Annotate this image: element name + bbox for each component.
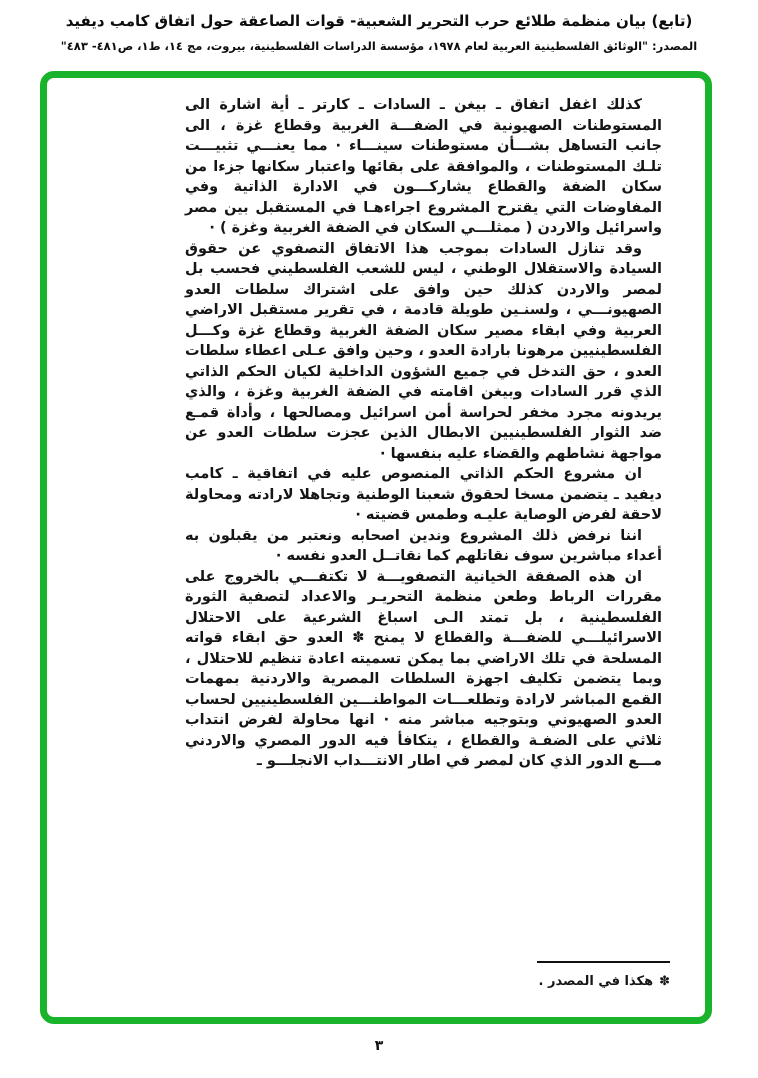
paragraph: كذلك اغفل اتفاق ـ بيغن ـ السادات ـ كارتر ـ أية اشارة الى المستوطنات الصهيونية في الضفـــة الغربية وقطاع غزة ، الى جانب التساهل بشـــأن مستوطنات سينـــاء · مما يعنـــي تثبيـــت تلـك المستوطنات ، والموافقة على بقائها واعتبار سكانها جزءا من سكان الضفة والقطاع يشاركـــون في الادارة الذاتية وفي المفاوضات التي يقترح المشروع اجراءهـا في المستقبل بين مصر واسرائيل والاردن ( ممثلـــي السكان في الضفة الغربية وغزة ) · — [185, 97, 662, 236]
footnote-asterisk-marker: ✽ — [659, 974, 670, 989]
footnote-text: هكذا في المصدر . — [538, 974, 654, 989]
page-number: ٣ — [374, 1038, 384, 1054]
paragraph: وقد تنازل السادات بموجب هذا الاتفاق التصفوي عن حقوق السيادة والاستقلال الوطني ، ليس للشعب الفلسطيني فحسب بل لمصر والاردن كذلك حين وافق على اشتراك سلطات العدو الصهيونـــي ، ولسنـين طويلة قادمة ، في تقرير مستقبل الاراضي العربية وفي ابقاء مصير سكان الضفة الغربية وقطاع غزة وكـــل الفلسطينيين مرهونا بارادة العدو ، وحين وافق عـلى اعطاء سلطات العدو ، حق التدخل في جميع الشؤون الداخلية لكيان الحكم الذاتي الذي قرر السادات وبيغن اقامته في الضفة الغربية وغزة ، والذي يريدونه مجرد مخفر لحراسة أمن اسرائيل ومصالحها ، وأداة قمـع ضد الثوار الفلسطينيين الابطال الذين عجزت سلطات العدو عن مواجهة نشاطهم والقضاء عليه بنفسها · — [185, 240, 662, 462]
paragraph: ان مشروع الحكم الذاتي المنصوص عليه في اتفاقية ـ كامب ديفيد ـ يتضمن مسخا لحقوق شعبنا الوطنية وتجاهلا لارادته ومحاولة لاحقة لفرض الوصاية عليـه وطمس قضيته · — [185, 466, 662, 523]
footnote-divider — [537, 961, 670, 963]
document-header — [0, 12, 758, 53]
paragraph: اننا نرفض ذلك المشروع وندين اصحابه ونعتبر من يقبلون به أعداء مباشرين سوف نقاتلهم كما نقاتــل العدو نفسه · — [185, 527, 662, 564]
body-text — [185, 95, 662, 772]
document-title: (تابع) بيان منظمة طلائع حرب التحرير الشعبية- قوات الصاعقة حول اتفاق كامب ديفيد — [65, 12, 693, 30]
paragraph: ان هذه الصفقة الخيانية التصفويـــة لا تكتفـــي بالخروج على مقررات الرباط وطعن منظمة التحريـر والاعداد لتصفية الثورة الفلسطينية ، بل تمتد الـى اسباغ الشرعية على الاحتلال الاسرائيلـــي للضفـــة والقطاع لا يمنح ✽ العدو حق ابقاء قواته المسلحة في تلك الاراضي بما يمكن تسميته اعادة تنظيم للاحتلال ، وبما يتضمن تكليف اجهزة السلطات المصرية والاردنية بمهمات القمع المباشر لارادة وتطلعـــات المواطنـــين الفلسطينيين لحساب العدو الصهيوني وبتوجيه مباشر منه · انها محاولة لفرض انتداب ثلاثي على الضفـة والقطاع ، يتكافأ فيه الدور المصري والاردني مـــع الدور الذي كان لمصر في اطار الانتـــداب الانجلـــو ـ — [185, 568, 662, 769]
source-citation: المصدر: "الوثائق الفلسطينية العربية لعام ١٩٧٨، مؤسسة الدراسات الفلسطينية، بيروت، مج ١٤، ط١، ص٤٨١- ٤٨٣" — [60, 39, 698, 53]
footnote — [539, 974, 670, 989]
content-border-frame — [40, 71, 712, 1024]
